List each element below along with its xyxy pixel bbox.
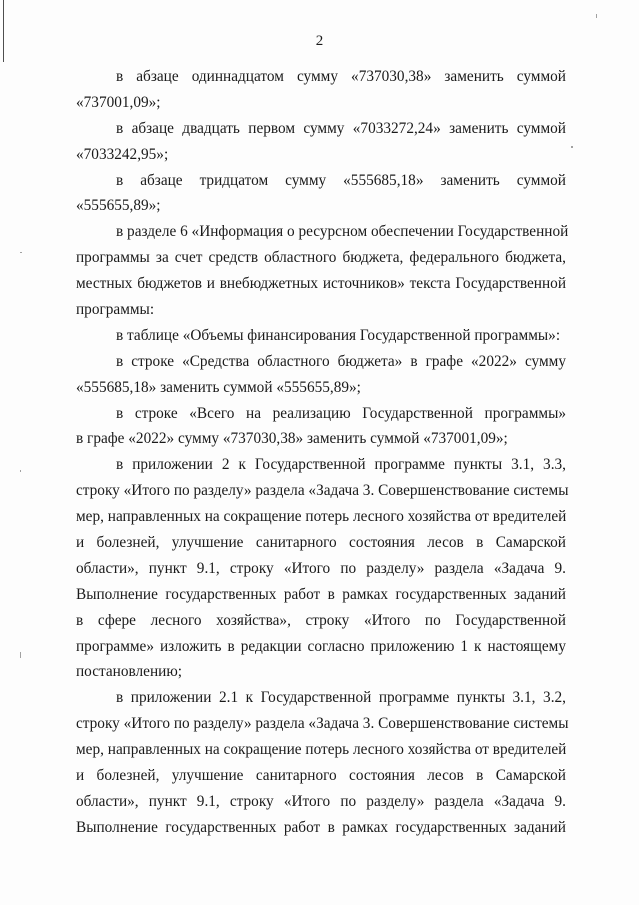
text-line: в таблице «Объемы финансирования Государственной программы»: (116, 326, 561, 344)
text-line: Выполнение государственных работ в рамках государственных заданий (76, 818, 566, 836)
text-line: в приложении 2.1 к Государственной программе пункты 3.1, 3.2, (116, 689, 566, 707)
text-line: мер, направленных на сокращение потерь лесного хозяйства от вредителей (76, 741, 567, 759)
text-line: «555685,18» заменить суммой «555655,89»; (76, 378, 361, 396)
scan-artifact-line (3, 0, 4, 62)
text-line: строку «Итого по разделу» раздела «Задача 3. Совершенствование системы (76, 715, 569, 733)
text-line: программе» изложить в редакции согласно приложению 1 к настоящему (76, 637, 566, 655)
text-line: в строке «Всего на реализацию Государственной программы» (116, 404, 566, 422)
text-line: и болезней, улучшение санитарного состояния лесов в Самарской (76, 534, 566, 552)
text-line: в строке «Средства областного бюджета» в графе «2022» сумму (116, 352, 566, 370)
text-line: в абзаце тридцатом сумму «555685,18» заменить суммой (116, 171, 566, 189)
text-line: «737001,09»; (76, 93, 161, 111)
text-line: в абзаце двадцать первом сумму «7033272,24» заменить суммой (116, 119, 566, 137)
text-line: программы за счет средств областного бюджета, федерального бюджета, (76, 249, 566, 267)
page-number: 2 (315, 33, 324, 49)
scan-artifact-speck (20, 470, 21, 472)
text-line: строку «Итого по разделу» раздела «Задача 3. Совершенствование системы (76, 482, 569, 500)
text-line: мер, направленных на сокращение потерь лесного хозяйства от вредителей (76, 508, 567, 526)
text-line: в графе «2022» сумму «737030,38» заменить суммой «737001,09»; (76, 430, 508, 448)
text-line: области», пункт 9.1, строку «Итого по разделу» раздела «Задача 9. (76, 792, 566, 810)
text-line: постановлению; (76, 663, 182, 681)
text-line: в разделе 6 «Информация о ресурсном обеспечении Государственной (116, 223, 569, 241)
text-line: области», пункт 9.1, строку «Итого по разделу» раздела «Задача 9. (76, 559, 566, 577)
text-line: Выполнение государственных работ в рамках государственных заданий (76, 585, 566, 603)
text-line: «7033242,95»; (76, 145, 169, 163)
scan-artifact-speck (20, 252, 22, 253)
text-line: в абзаце одиннадцатом сумму «737030,38» заменить суммой (116, 68, 566, 85)
scan-artifact-speck (571, 146, 573, 148)
text-line: и болезней, улучшение санитарного состояния лесов в Самарской (76, 767, 566, 785)
text-line: программы: (76, 301, 155, 319)
scan-artifact-speck (596, 14, 597, 18)
text-line: в приложении 2 к Государственной программе пункты 3.1, 3.3, (116, 456, 566, 474)
document-body (76, 64, 569, 841)
text-line: «555655,89»; (76, 197, 161, 215)
text-line: местных бюджетов и внебюджетных источников» текста Государственной (76, 275, 566, 293)
scan-artifact-speck (20, 652, 21, 658)
text-line: в сфере лесного хозяйства», строку «Итого по Государственной (76, 611, 566, 629)
